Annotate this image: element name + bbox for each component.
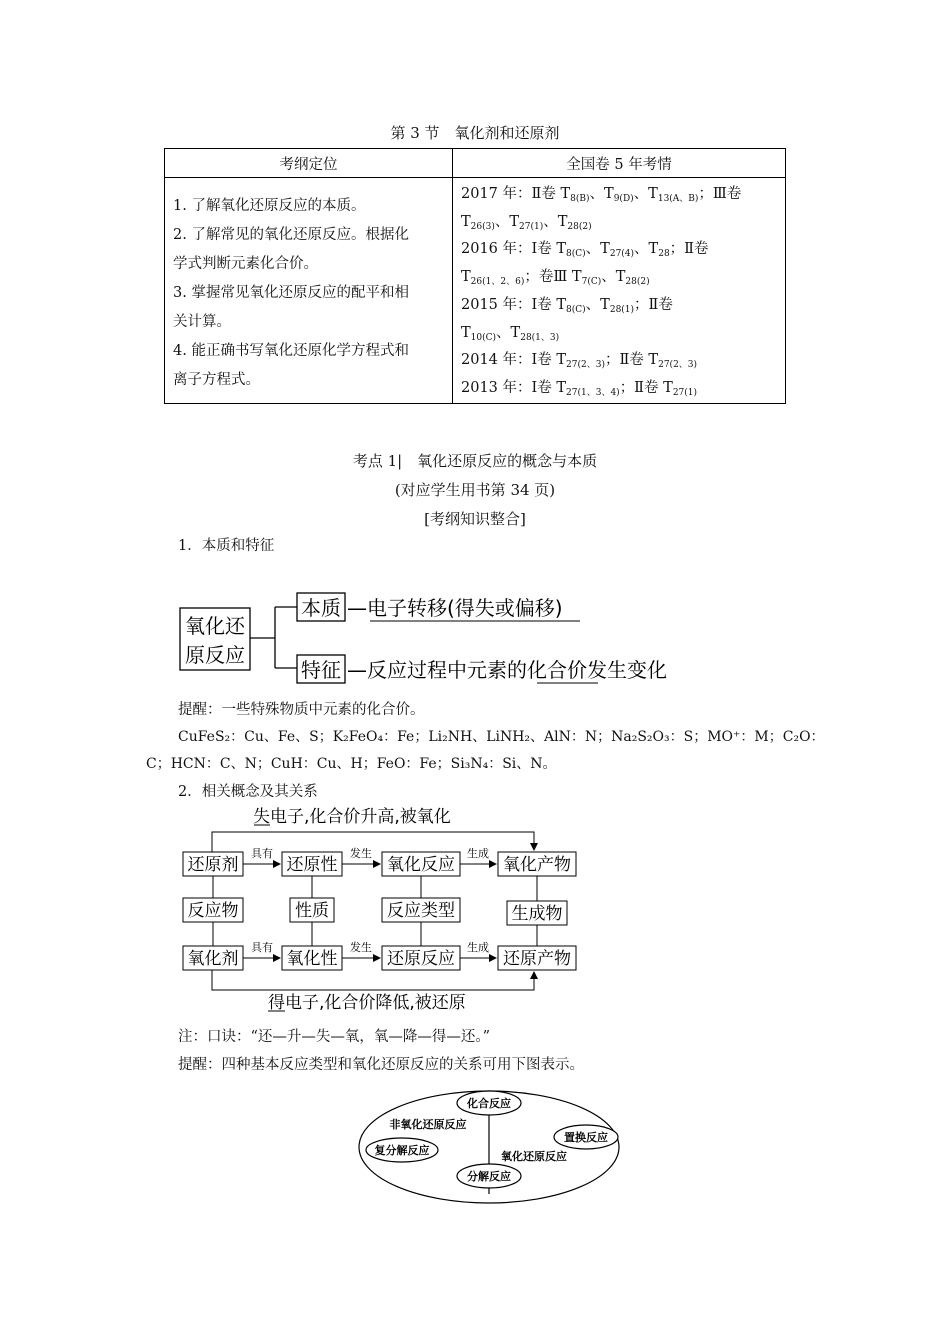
outline-cell — [165, 178, 453, 404]
outline-line: 1. 了解氧化还原反应的本质。 — [173, 198, 366, 214]
outline-line: 4. 能正确书写氧化还原化学方程式和 — [173, 343, 409, 359]
exam-line: $T_{10(C)}$、$T_{28(1、3)}$ — [461, 324, 560, 343]
table-header-exam: 全国卷 5 年考情 — [453, 149, 786, 178]
valence-line-1: CuFeS₂：Cu、Fe、S；K₂FeO₄：Fe；Li₂NH、LiNH₂、AlN：N；Na₂S₂O₃：S；MO⁺：M；C₂O： — [178, 729, 825, 745]
point-ref: (对应学生用书第 34 页) — [394, 481, 556, 499]
exam-line: $T_{26(3)}$、$T_{27(1)}$、$T_{28(2)}$ — [461, 213, 592, 232]
section-title: 第 3 节 氧化剂和还原剂 — [390, 124, 560, 142]
arrow-label-has: 具有 — [251, 941, 273, 954]
arrow-label-produce: 生成 — [467, 847, 489, 860]
exam-cell — [453, 178, 786, 404]
essence-feature-diagram — [175, 585, 695, 685]
root-label-line2: 原反应 — [185, 643, 245, 667]
reduction-caption: 得电子,化合价降低,被还原 — [268, 993, 466, 1013]
essence-text: —电子转移(得失或偏移) — [347, 596, 563, 620]
heading-essence: 1．本质和特征 — [178, 538, 275, 554]
exam-line: 2015 年：Ⅰ卷 $T_{8(C)}$、$T_{28(1)}$；Ⅱ卷 — [461, 296, 673, 315]
decomposition-label: 分解反应 — [467, 1170, 511, 1183]
root-label-line1: 氧化还 — [185, 614, 245, 638]
exam-line: $T_{26(1、2、6)}$；卷Ⅲ $T_{7(C)}$、$T_{28(2)}$ — [461, 269, 650, 288]
outline-line: 关计算。 — [173, 314, 231, 330]
heading-concepts: 2．相关概念及其关系 — [178, 784, 318, 800]
tip-reaction-types: 提醒：四种基本反应类型和氧化还原反应的关系可用下图表示。 — [178, 1057, 584, 1073]
valence-line-2: C；HCN：C、N；CuH：Cu、H；FeO：Fe；Si₃N₄：Si、N。 — [146, 756, 557, 772]
reducing-agent-label: 还原剂 — [187, 855, 239, 875]
reactant-label: 反应物 — [187, 901, 239, 921]
feature-text: —反应过程中元素的化合价发生变化 — [347, 658, 667, 682]
feature-label: 特征 — [301, 658, 341, 682]
product-label: 生成物 — [511, 904, 563, 924]
exam-outline-table — [164, 148, 786, 404]
displacement-label: 置换反应 — [564, 1131, 608, 1144]
arrow-label-has: 具有 — [251, 847, 273, 860]
oxidizability-label: 氧化性 — [286, 949, 338, 969]
exam-line: 2017 年：Ⅱ卷 $T_{8(B)}$、$T_{9(D)}$、$T_{13(A、B)}$；Ⅲ卷 — [461, 186, 742, 204]
reducibility-label: 还原性 — [286, 855, 338, 875]
outline-line: 2. 了解常见的氧化还原反应。根据化 — [173, 227, 409, 243]
arrow-label-occur: 发生 — [350, 847, 372, 860]
redox-concepts-diagram — [178, 800, 588, 1015]
non-redox-label: 非氧化还原反应 — [389, 1118, 467, 1131]
oxidation-reaction-label: 氧化反应 — [387, 855, 455, 875]
exam-line: 2013 年：Ⅰ卷 $T_{27(1、3、4)}$；Ⅱ卷 $T_{27(1)}$ — [461, 379, 698, 398]
reduction-path — [212, 970, 534, 990]
outline-line: 3. 掌握常见氧化还原反应的配平和相 — [173, 285, 409, 301]
knowledge-heading: [考纲知识整合] — [424, 510, 526, 528]
outline-line: 学式判断元素化合价。 — [173, 256, 318, 272]
exam-line: 2016 年：Ⅰ卷 $T_{8(C)}$、$T_{27(4)}$、$T_{28}$；Ⅱ卷 — [461, 241, 709, 260]
reaction-types-diagram — [354, 1088, 626, 1206]
property-label: 性质 — [295, 901, 329, 921]
table-header-outline: 考纲定位 — [165, 149, 453, 178]
combination-label: 化合反应 — [467, 1097, 511, 1110]
reaction-type-label: 反应类型 — [387, 901, 455, 921]
arrow-label-produce: 生成 — [467, 941, 489, 954]
mnemonic-note: 注：口诀：“还—升—失—氧，氧—降—得—还。” — [178, 1029, 491, 1045]
double-decomposition-label: 复分解反应 — [374, 1144, 430, 1157]
oxidation-product-label: 氧化产物 — [503, 855, 571, 875]
essence-label: 本质 — [301, 596, 341, 620]
oxidizing-agent-label: 氧化剂 — [187, 949, 239, 969]
reduction-product-label: 还原产物 — [503, 949, 571, 969]
arrow-label-occur: 发生 — [350, 941, 372, 954]
tip-valence: 提醒：一些特殊物质中元素的化合价。 — [178, 702, 425, 718]
exam-line: 2014 年：Ⅰ卷 $T_{27(2、3)}$；Ⅱ卷 $T_{27(2、3)}$ — [461, 352, 698, 371]
reduction-reaction-label: 还原反应 — [387, 949, 455, 969]
outline-line: 离子方程式。 — [173, 372, 260, 388]
oxidation-caption: 失电子,化合价升高,被氧化 — [253, 807, 451, 827]
point-title: 考点 1| 氧化还原反应的概念与本质 — [352, 452, 598, 470]
redox-label: 氧化还原反应 — [501, 1150, 567, 1163]
